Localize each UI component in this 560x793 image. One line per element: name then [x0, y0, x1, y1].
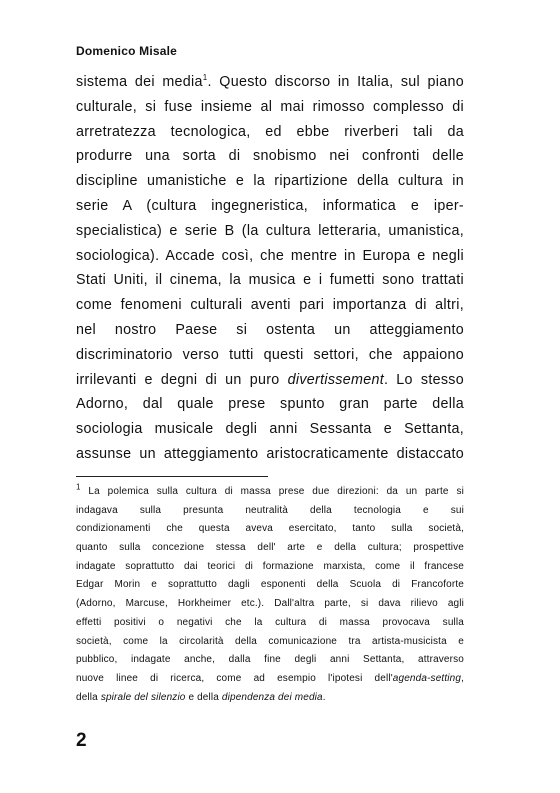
page-number: 2	[76, 730, 87, 751]
footnote-line: della spirale del silenzio e della dipendenza dei media.	[76, 691, 326, 703]
footnote-line: Edgar Morin e soprattutto dagli esponenti della Scuola di Francoforte	[76, 579, 464, 591]
body-line: culturale, si fuse insieme al mai rimosso complesso di	[76, 98, 464, 115]
body-line: sociologia musicale degli anni Sessanta e Settanta,	[76, 421, 464, 438]
footnote-line: indagate soprattutto dai teorici di formazione marxista, come il francese	[76, 560, 464, 572]
footnote	[76, 483, 464, 707]
body-line: nel nostro Paese si ostenta un atteggiamento	[76, 321, 464, 338]
body-line: assunse un atteggiamento aristocraticamente distaccato	[76, 445, 464, 462]
footnote-line: quanto sulla concezione stessa dell' arte e della cultura; prospettive	[76, 542, 464, 554]
body-text	[76, 70, 464, 467]
body-line: discipline umanistiche e la ripartizione della cultura in	[76, 173, 464, 190]
emphasis: dipendenza dei media	[221, 691, 323, 703]
body-line: sociologica). Accade così, che mentre in Europa e negli	[76, 247, 464, 264]
footnote-marker: 1	[76, 482, 81, 492]
running-header-author: Domenico Misale	[76, 44, 178, 58]
body-line: irrilevanti e degni di un puro divertissement. Lo stesso	[76, 371, 464, 388]
footnote-line: indagava sulla presunta neutralità della tecnologia e sui	[76, 504, 464, 516]
footnote-line: pubblico, indagate anche, dalla fine degli anni Settanta, attraverso	[76, 654, 464, 666]
emphasis: spirale del silenzio	[100, 691, 186, 703]
body-line: Stati Uniti, il cinema, la musica e i fumetti sono trattati	[76, 272, 464, 289]
footnote-reference[interactable]: 1	[202, 73, 208, 83]
body-line: come fenomeni culturali aventi pari importanza di altri,	[76, 297, 464, 314]
body-line: arretratezza tecnologica, ed ebbe riverberi tali da	[76, 123, 464, 140]
body-line: produrre una sorta di snobismo nei confronti delle	[76, 148, 464, 165]
body-line: sistema dei media$^1$. Questo discorso in Italia, sul piano	[76, 73, 464, 90]
body-line: serie A (cultura ingegneristica, informatica e iper-	[76, 197, 464, 214]
footnote-separator	[76, 476, 268, 477]
body-line: Adorno, dal quale prese spunto gran parte della	[76, 396, 464, 413]
footnote-line: società, come la circolarità della comunicazione tra artista-musicista e	[76, 635, 464, 647]
body-line: discriminatorio verso tutti questi settori, che appaiono	[76, 346, 464, 363]
emphasis: divertissement	[287, 371, 384, 388]
footnote-line: (Adorno, Marcuse, Horkheimer etc.). Dall'altra parte, si dava rilievo agli	[76, 598, 464, 610]
footnote-line: condizionamenti che questa aveva esercitato, tanto sulla società,	[76, 523, 464, 535]
footnote-line: nuove linee di ricerca, come ad esempio l'ipotesi dell'agenda-setting,	[76, 672, 464, 684]
footnote-line: effetti positivi o negativi che la cultura di massa provocava sulla	[76, 616, 464, 628]
body-line: specialistica) e serie B (la cultura letteraria, umanistica,	[76, 222, 464, 239]
emphasis: agenda-setting	[392, 672, 462, 684]
footnote-line: $^1$ La polemica sulla cultura di massa prese due direzioni: da un parte si	[76, 482, 464, 497]
